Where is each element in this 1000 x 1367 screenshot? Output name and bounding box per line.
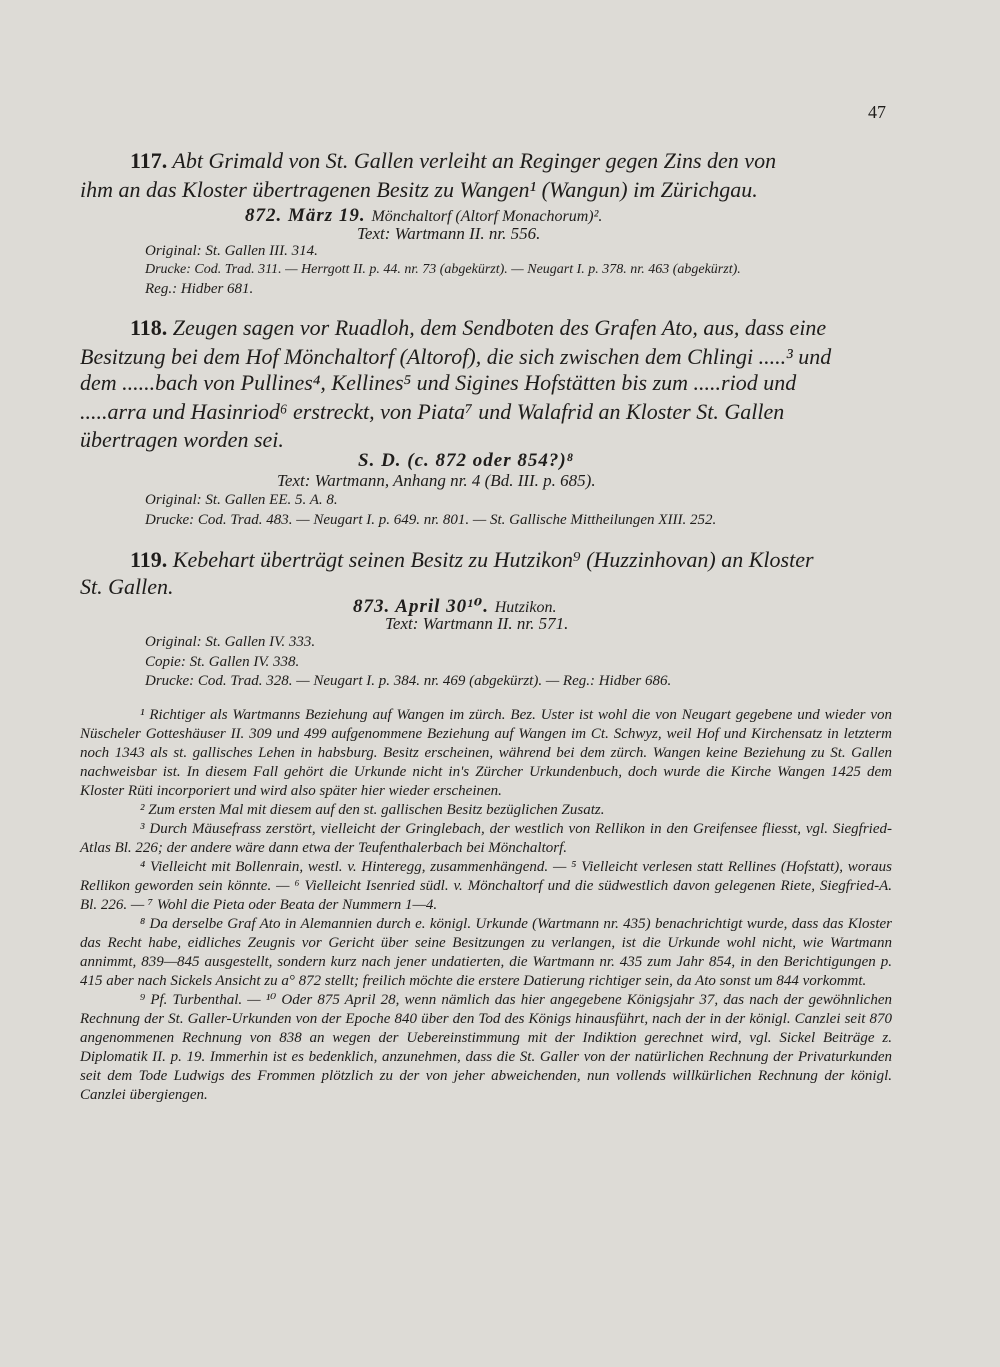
entry-119-title-line-2: St. Gallen. xyxy=(80,574,174,599)
entry-117-text: Text: Wartmann II. nr. 556. xyxy=(357,224,541,243)
entry-118-title-line-5: übertragen worden sei. xyxy=(80,427,284,452)
footnotes xyxy=(80,706,892,1105)
entry-117-reg: Reg.: Hidber 681. xyxy=(145,281,254,297)
entry-119-title-1: Kebehart überträgt seinen Besitz zu Hutzikon⁹ (Huzzinhovan) an Kloster xyxy=(172,547,814,572)
entry-117-title-line-2: ihm an das Kloster übertragenen Besitz zu Wangen¹ (Wangun) im Zürichgau. xyxy=(80,177,758,202)
entry-117-original: Original: St. Gallen III. 314. xyxy=(145,243,318,259)
entry-118-date: S. D. (c. 872 oder 854?)⁸ xyxy=(358,450,575,471)
entry-118-title-line-4: .....arra und Hasinriod⁶ erstreckt, von Piata⁷ und Walafrid an Kloster St. Gallen xyxy=(80,399,785,424)
entry-117-title-1: Abt Grimald von St. Gallen verleiht an Reginger gegen Zins den von xyxy=(172,148,777,173)
entry-118-title-1: Zeugen sagen vor Ruadloh, dem Sendboten des Grafen Ato, aus, dass eine xyxy=(172,315,827,340)
entry-119-drucke: Drucke: Cod. Trad. 328. — Neugart I. p. 384. nr. 469 (abgekürzt). — Reg.: Hidber 686. xyxy=(145,673,672,689)
entry-117-number: 117. xyxy=(130,148,168,173)
entry-118-number: 118. xyxy=(130,315,168,340)
entry-119-original: Original: St. Gallen IV. 333. xyxy=(145,634,316,650)
footnote-9-10: ⁹ Pf. Turbenthal. — ¹⁰ Oder 875 April 28, wenn nämlich das hier angegebene Königsjahr 37, das nach der gewöhnlichen Rechnung der St. Galler-Urkunden von der Epoche 840 über den Tod des Königs hinausführt, nach der in der königl. Canzlei seit 870 angenommenen Rechnung von 838 an wegen der Uebereinstimmung mit der Indiktion gerechnet wird, vgl. Sickel Beiträge z. Diplomatik II. p. 19. Immerhin ist es bedenklich, anzunehmen, dass die St. Galler von der natürlichen Rechnung der Privaturkunden seit dem Tode Ludwigs des Frommen plötzlich zu der von jeher abweichenden, nun vollends willkürlichen Rechnung der königl. Canzlei übergiengen. xyxy=(80,992,892,1103)
footnote-8: ⁸ Da derselbe Graf Ato in Alemannien durch e. königl. Urkunde (Wartmann nr. 435) benachrichtigt wurde, dass das Kloster das Recht habe, eidliches Zeugnis vor Gericht über seine Besitzungen zu verlangen, ist die Urkunde wohl nicht, wie Wartmann annimmt, 839—845 ausgestellt, sondern kurz nach jener undatierten, die Wartmann nr. 435 zum Jahr 854, in den Berichtigungen p. 415 aber nach Sickels Ansicht zu a° 872 stellt; freilich möchte die erstere Datierung richtiger sein, da Ato sonst um 844 vorkommt. xyxy=(80,916,892,989)
footnote-3: ³ Durch Mäusefrass zerstört, vielleicht der Gringlebach, der westlich von Rellikon in den Greifensee fliesst, vgl. Siegfried-Atlas Bl. 226; der andere wäre dann etwa der Teufenthalerbach bei Mönchaltorf. xyxy=(80,821,892,856)
entry-118-title-line-2: Besitzung bei dem Hof Mönchaltorf (Altorof), die sich zwischen dem Chlingi .....³ und xyxy=(80,344,832,369)
entry-119-text: Text: Wartmann II. nr. 571. xyxy=(385,614,569,633)
entry-119-date: 873. April 30¹⁰. xyxy=(353,596,489,617)
entry-119-copie: Copie: St. Gallen IV. 338. xyxy=(145,654,300,670)
entry-118-text: Text: Wartmann, Anhang nr. 4 (Bd. III. p. 685). xyxy=(277,471,596,490)
entry-117-date: 872. März 19. xyxy=(245,205,366,226)
entry-119-number: 119. xyxy=(130,547,168,572)
entry-117-place: Mönchaltorf (Altorf Monachorum)². xyxy=(371,208,603,225)
entry-119-place: Hutzikon. xyxy=(494,599,557,616)
entry-117-drucke: Drucke: Cod. Trad. 311. — Herrgott II. p. 44. nr. 73 (abgekürzt). — Neugart I. p. 378. nr. 463 (abgekürzt). xyxy=(145,262,741,277)
footnote-1: ¹ Richtiger als Wartmanns Beziehung auf Wangen im zürch. Bez. Uster ist wohl die von Neugart gegebene und wieder von Nüscheler Gotteshäuser II. 309 und 499 aufgenommene Beziehung auf Wangen im Ct. Schwyz, weil Hof und Kirchensatz in letzterm noch 1343 als st. gallisches Lehen in habsburg. Besitz erscheinen, während bei dem zürch. Wangen keine Beziehung zu St. Gallen nachweisbar ist. In diesem Fall gehört die Urkunde nicht in's Zürcher Urkundenbuch, doch wurde die Kirche Wangen 1425 dem Kloster Rüti incorporiert und wird also später hier wieder erscheinen. xyxy=(80,707,892,799)
entry-118-original: Original: St. Gallen EE. 5. A. 8. xyxy=(145,492,338,508)
entry-117-title-line-1 xyxy=(130,146,892,176)
entry-118-title-line-1 xyxy=(130,313,826,343)
entry-118-title-line-3: dem ......bach von Pullines⁴, Kellines⁵ und Sigines Hofstätten bis zum .....riod und xyxy=(80,370,797,395)
page-number: 47 xyxy=(868,102,886,122)
footnote-4-7: ⁴ Vielleicht mit Bollenrain, westl. v. Hinteregg, zusammenhängend. — ⁵ Vielleicht verlesen statt Rellines (Hofstatt), woraus Rellikon geworden sein könnte. — ⁶ Vielleicht Isenried südl. v. Mönchaltorf und die südwestlich davon gelegenen Riete, Siegfried-A. Bl. 226. — ⁷ Wohl die Pieta oder Beata der Nummern 1—4. xyxy=(80,859,892,913)
entry-119-title-line-1 xyxy=(130,545,814,575)
entry-118-drucke: Drucke: Cod. Trad. 483. — Neugart I. p. 649. nr. 801. — St. Gallische Mittheilungen XIII. 252. xyxy=(145,512,717,528)
footnote-2: ² Zum ersten Mal mit diesem auf den st. gallischen Besitz bezüglichen Zusatz. xyxy=(140,802,605,818)
